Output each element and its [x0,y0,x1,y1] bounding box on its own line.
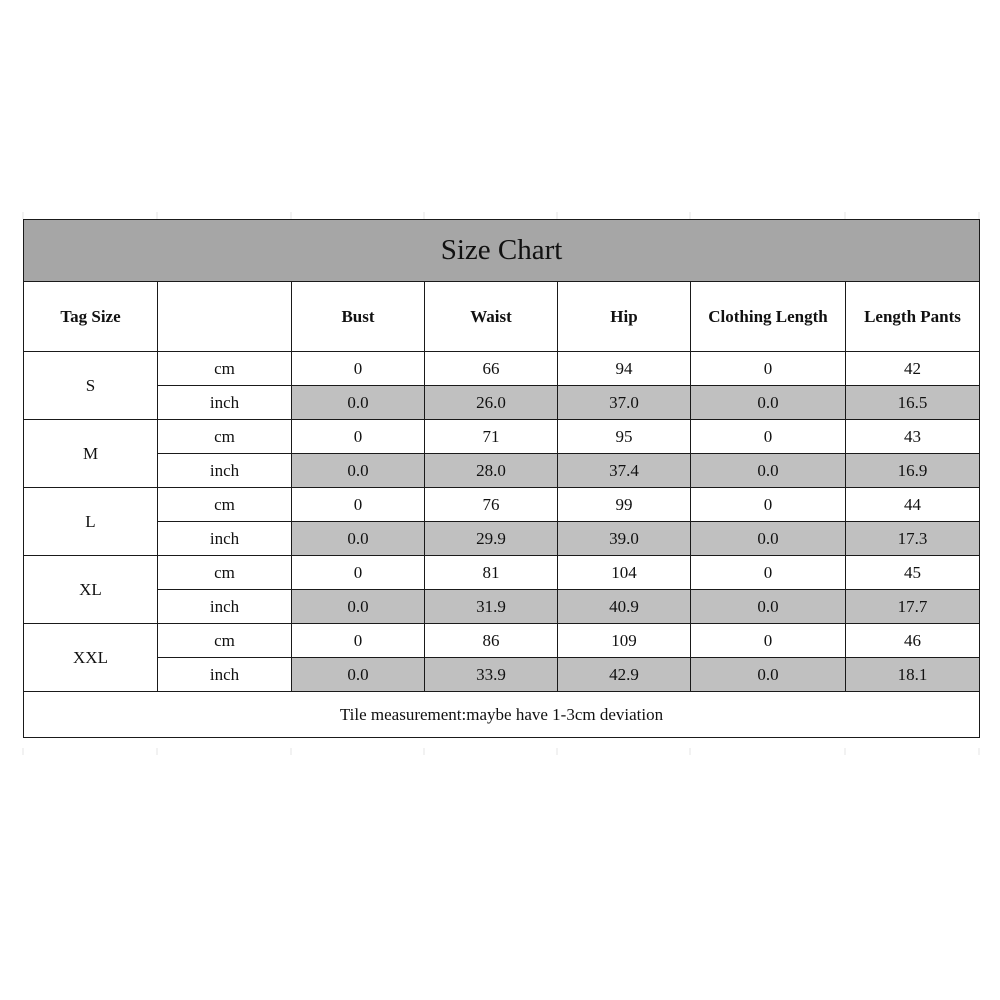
unit-label: cm [158,488,292,522]
table-cell: 0 [292,488,425,522]
table-cell: 28.0 [425,454,558,488]
table-cell: 16.5 [846,386,980,420]
header-cell: Clothing Length [691,282,846,352]
table-row [24,590,980,624]
table-cell: 0.0 [292,454,425,488]
table-cell: 0 [691,352,846,386]
chart-title: Size Chart [24,220,980,282]
header-cell: Length Pants [846,282,980,352]
table-cell: 37.0 [558,386,691,420]
table-row [24,454,980,488]
unit-label: inch [158,386,292,420]
unit-label: cm [158,556,292,590]
size-label: L [24,488,158,556]
unit-label: inch [158,522,292,556]
table-cell: 17.3 [846,522,980,556]
table-cell: 95 [558,420,691,454]
table-cell: 17.7 [846,590,980,624]
size-label: M [24,420,158,488]
unit-label: inch [158,590,292,624]
table-cell: 42 [846,352,980,386]
unit-label: inch [158,658,292,692]
header-cell: Tag Size [24,282,158,352]
table-cell: 0 [691,556,846,590]
table-cell: 0.0 [691,590,846,624]
header-row [24,282,980,352]
unit-label: cm [158,624,292,658]
table-cell: 18.1 [846,658,980,692]
table-cell: 104 [558,556,691,590]
table-row [24,420,980,454]
header-cell: Hip [558,282,691,352]
table-cell: 37.4 [558,454,691,488]
table-cell: 40.9 [558,590,691,624]
table-cell: 0.0 [292,522,425,556]
table-cell: 66 [425,352,558,386]
table-cell: 26.0 [425,386,558,420]
table-row [24,658,980,692]
table-cell: 0 [292,624,425,658]
table-cell: 39.0 [558,522,691,556]
table-cell: 109 [558,624,691,658]
table-cell: 45 [846,556,980,590]
table-cell: 31.9 [425,590,558,624]
table-cell: 0 [292,352,425,386]
size-label: XXL [24,624,158,692]
table-row [24,352,980,386]
table-row [24,386,980,420]
header-cell [158,282,292,352]
table-cell: 0.0 [292,590,425,624]
table-row [24,522,980,556]
table-cell: 0 [691,488,846,522]
table-cell: 43 [846,420,980,454]
table-cell: 0 [292,420,425,454]
table-cell: 0.0 [292,386,425,420]
table-cell: 0.0 [691,454,846,488]
table-cell: 29.9 [425,522,558,556]
size-label: XL [24,556,158,624]
size-chart-table [23,219,980,738]
size-label: S [24,352,158,420]
title-row [24,220,980,282]
table-cell: 86 [425,624,558,658]
header-cell: Waist [425,282,558,352]
table-row [24,556,980,590]
table-cell: 0.0 [292,658,425,692]
table-cell: 94 [558,352,691,386]
table-cell: 46 [846,624,980,658]
table-cell: 0.0 [691,386,846,420]
table-cell: 71 [425,420,558,454]
table-cell: 76 [425,488,558,522]
measurement-note: Tile measurement:maybe have 1-3cm deviation [24,692,980,738]
table-cell: 42.9 [558,658,691,692]
table-cell: 44 [846,488,980,522]
table-cell: 0 [691,420,846,454]
header-cell: Bust [292,282,425,352]
table-cell: 99 [558,488,691,522]
table-cell: 16.9 [846,454,980,488]
table-cell: 0 [292,556,425,590]
table-cell: 81 [425,556,558,590]
unit-label: cm [158,352,292,386]
table-cell: 0.0 [691,658,846,692]
note-row [24,692,980,738]
table-row [24,488,980,522]
unit-label: cm [158,420,292,454]
table-row [24,624,980,658]
table-cell: 0.0 [691,522,846,556]
unit-label: inch [158,454,292,488]
table-cell: 0 [691,624,846,658]
table-cell: 33.9 [425,658,558,692]
